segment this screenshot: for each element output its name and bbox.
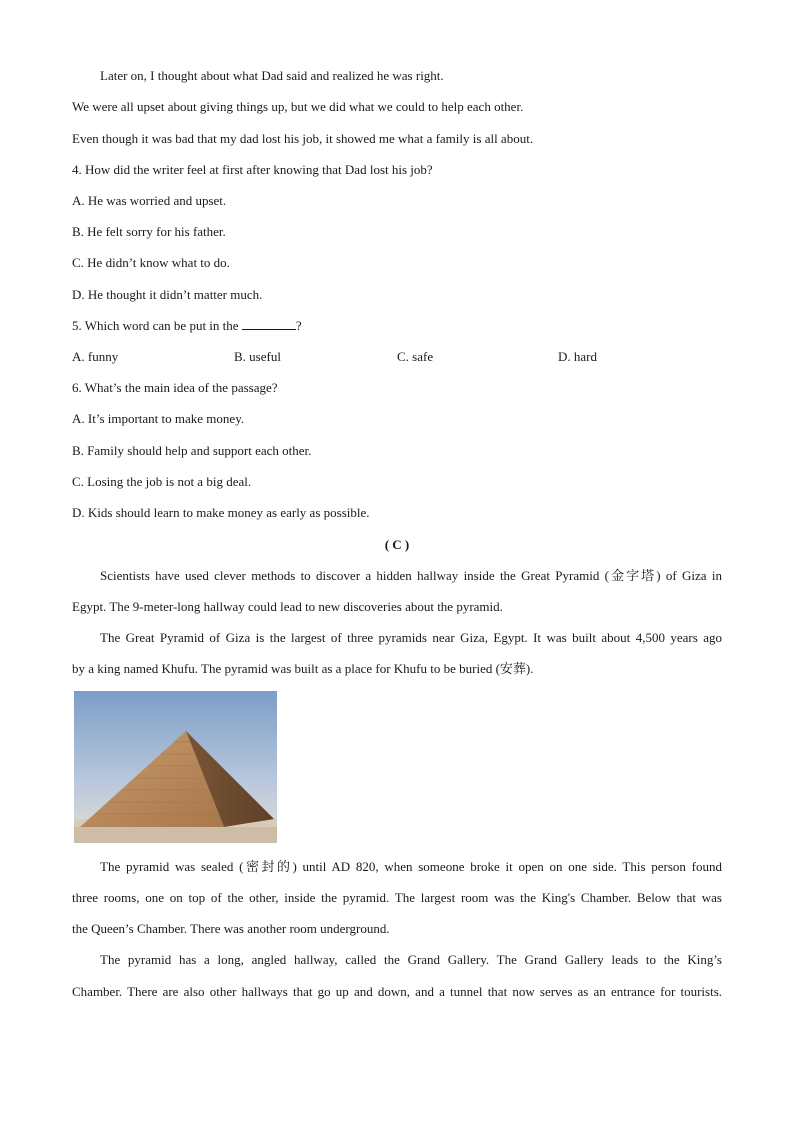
question-4-option-a: A. He was worried and upset. xyxy=(72,193,227,208)
pyramid-image xyxy=(74,691,277,843)
section-c-paragraph-1: Scientists have used clever methods to discover a hidden hallway inside the Great Pyramid (金字塔) of Giza in xyxy=(100,568,722,583)
question-4-option-c: C. He didn’t know what to do. xyxy=(72,255,230,270)
question-4-option-d: D. He thought it didn’t matter much. xyxy=(72,287,263,302)
section-c-title: ( C ) xyxy=(384,537,410,552)
section-c-paragraph-3: three rooms, one on top of the other, inside the pyramid. The largest room was the King's Chamber. Below that was xyxy=(72,890,722,905)
answer-blank xyxy=(242,318,296,330)
section-c-paragraph-2: The Great Pyramid of Giza is the largest of three pyramids near Giza, Egypt. It was built about 4,500 years ago xyxy=(100,630,722,645)
question-6-option-c: C. Losing the job is not a big deal. xyxy=(72,474,252,489)
passage-b-paragraph: Later on, I thought about what Dad said and realized he was right. xyxy=(100,68,444,83)
question-5-option-d: D. hard xyxy=(558,349,597,364)
question-6-option-b: B. Family should help and support each other. xyxy=(72,443,312,458)
question-4-stem: 4. How did the writer feel at first after knowing that Dad lost his job? xyxy=(72,162,433,177)
section-c-paragraph-1: Egypt. The 9-meter-long hallway could lead to new discoveries about the pyramid. xyxy=(72,599,503,614)
question-6-option-a: A. It’s important to make money. xyxy=(72,411,245,426)
question-5-option-a: A. funny xyxy=(72,349,119,364)
question-5-option-c: C. safe xyxy=(397,349,434,364)
section-c-paragraph-4: Chamber. There are also other hallways that go up and down, and a tunnel that now serves as an entrance for tourists. xyxy=(72,984,722,999)
question-5-stem-end: ? xyxy=(295,318,302,333)
question-6-stem: 6. What’s the main idea of the passage? xyxy=(72,380,278,395)
question-5-stem xyxy=(72,318,722,334)
pyramid-photo xyxy=(74,691,277,843)
question-6-option-d: D. Kids should learn to make money as early as possible. xyxy=(72,505,370,520)
question-4-option-b: B. He felt sorry for his father. xyxy=(72,224,226,239)
passage-b-paragraph: We were all upset about giving things up, but we did what we could to help each other. xyxy=(72,99,524,114)
question-5-options xyxy=(72,349,722,365)
section-c-paragraph-3: The pyramid was sealed (密封的) until AD 820, when someone broke it open on one side. This person found xyxy=(100,859,722,874)
question-5-option-b: B. useful xyxy=(234,349,281,364)
section-c-paragraph-2: by a king named Khufu. The pyramid was built as a place for Khufu to be buried (安葬). xyxy=(72,661,534,676)
question-5-stem-text: 5. Which word can be put in the xyxy=(72,318,242,333)
passage-b-paragraph: Even though it was bad that my dad lost his job, it showed me what a family is all about. xyxy=(72,131,534,146)
section-c-paragraph-4: The pyramid has a long, angled hallway, called the Grand Gallery. The Grand Gallery leads to the King’s xyxy=(100,952,722,967)
section-c-paragraph-3: the Queen’s Chamber. There was another room underground. xyxy=(72,921,390,936)
